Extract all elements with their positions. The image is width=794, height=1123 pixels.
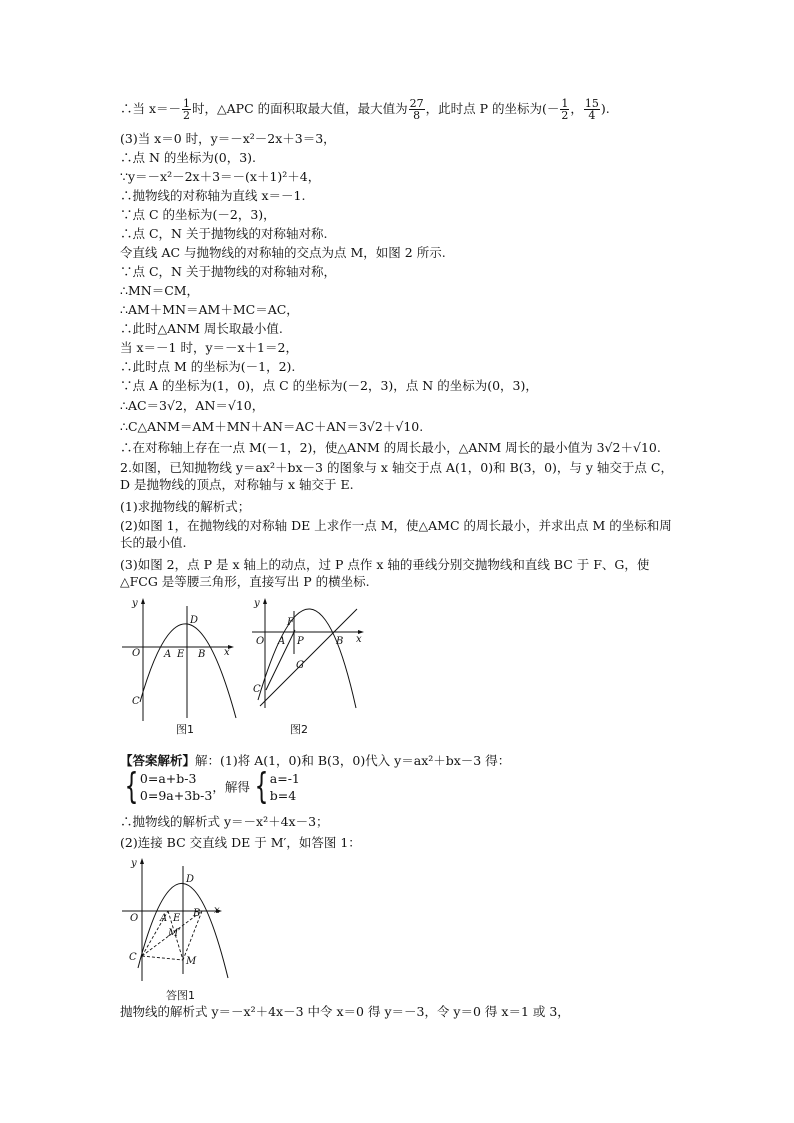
question-2: (2)如图 1，在抛物线的对称轴 DE 上求作一点 M，使△AMC 的周长最小，并求出点 M 的坐标和周长的最小值. (120, 518, 672, 550)
label-y: y (131, 858, 137, 869)
label-D: D (186, 874, 195, 885)
answer-line-4: 抛物线的解析式 y＝－x²＋4x－3 中令 x＝0 得 y＝－3，令 y＝0 得 x＝1 或 3， (120, 1004, 570, 1019)
question-1: (1)求抛物线的解析式； (120, 499, 251, 514)
label-E: E (173, 913, 181, 924)
label-O: O (130, 913, 139, 924)
text-line-9: ∵点 C，N 关于抛物线的对称轴对称， (120, 264, 336, 279)
label-F: F (287, 617, 294, 628)
text-line-2: (3)当 x＝0 时，y＝－x²－2x＋3＝3， (120, 131, 336, 146)
text-line-7: ∴点 C，N 关于抛物线的对称轴对称. (120, 226, 328, 241)
label-C: C (129, 952, 137, 963)
fraction: $\frac{27}{8}$ (409, 97, 424, 122)
question-3: (3)如图 2，点 P 是 x 轴上的动点，过 P 点作 x 轴的垂线分别交抛物线和直线 BC 于 F、G，使△FCG 是等腰三角形，直接写出 P 的横坐标. (120, 557, 650, 589)
equation-system: { 0=a+b-3 0=9a+3b-3，解得 { a=-1 b=4 (124, 766, 300, 807)
text-line-14: ∴此时点 M 的坐标为(－1，2). (120, 359, 296, 374)
figure-1-caption: 图1 (176, 723, 194, 736)
label-A: A (160, 913, 168, 924)
figure-2-caption: 图2 (290, 723, 308, 736)
label-x: x (214, 905, 220, 916)
label-P: P (297, 636, 304, 647)
label-y: y (132, 598, 138, 609)
fraction: $\frac{1}{2}$ (183, 97, 191, 122)
label-A: A (164, 649, 172, 660)
label-y: y (254, 598, 260, 609)
text-line-4: ∵y＝－x²－2x＋3＝－(x＋1)²＋4， (120, 169, 321, 184)
parabola (140, 624, 236, 718)
answer-line-2: ∴抛物线的解析式 y＝－x²＋4x－3； (120, 814, 329, 829)
label-D: D (190, 615, 199, 626)
answer-heading: 【答案解析】 (120, 753, 196, 768)
figure-1 (120, 596, 240, 736)
label-C: C (253, 684, 261, 695)
answer-line-1: 【答案解析】解：(1)将 A(1，0)和 B(3，0)代入 y＝ax²＋bx－3 得： (120, 753, 511, 768)
problem-2-stem: 2.如图，已知抛物线 y＝ax²＋bx－3 的图象与 x 轴交于点 A(1，0)和 B(3，0)，与 y 轴交于点 C，D 是抛物线的顶点，对称轴与 x 轴交于 E. (120, 460, 673, 492)
text-line-8: 令直线 AC 与抛物线的对称轴的交点为点 M，如图 2 所示. (120, 245, 446, 260)
text-line-1: ∴当 x＝－ $\frac{1}{2}$ 时，△APC 的面积取最大值，最大值为 $\frac{27}{8}$ ，此时点 P 的坐标为(－ $\frac{1}{2}$ ， $\frac{15}{4}$ ). (120, 97, 610, 122)
label-O: O (256, 636, 265, 647)
text-line-17: ∴C△ANM＝AM＋MN＋AN＝AC＋AN＝3√2＋√10. (120, 419, 424, 434)
segment-CM (142, 956, 183, 960)
text-line-5: ∴抛物线的对称轴为直线 x＝－1. (120, 188, 306, 203)
text-line-16: ∴AC＝3√2，AN＝√10， (120, 398, 265, 413)
label-C: C (132, 696, 140, 707)
label-A: A (278, 636, 286, 647)
text-line-3: ∴点 N 的坐标为(0，3). (120, 150, 257, 165)
label-E: E (177, 649, 185, 660)
text-line-6: ∵点 C 的坐标为(－2，3)， (120, 207, 276, 222)
text-line-13: 当 x＝－1 时，y＝－x＋1＝2， (120, 340, 298, 355)
figure-2 (250, 596, 370, 736)
label-B: B (198, 649, 206, 660)
label-B: B (336, 636, 344, 647)
text-line-15: ∵点 A 的坐标为(1，0)，点 C 的坐标为(－2，3)，点 N 的坐标为(0，3)， (120, 378, 538, 393)
fraction: $\frac{15}{4}$ (584, 97, 599, 122)
label-M-prime: M′ (168, 928, 181, 939)
label-G: G (296, 660, 304, 671)
answer-line-3: (2)连接 BC 交直线 DE 于 M′，如答图 1： (120, 835, 361, 850)
label-x: x (224, 647, 230, 658)
text-line-18: ∴在对称轴上存在一点 M(－1，2)，使△ANM 的周长最小，△ANM 周长的最小值为 3√2＋√10. (120, 440, 661, 455)
text-line-10: ∴MN＝CM， (120, 283, 200, 298)
label-O: O (132, 648, 141, 659)
fraction: $\frac{1}{2}$ (561, 97, 569, 122)
label-x: x (356, 634, 362, 645)
text-line-12: ∴此时△ANM 周长取最小值. (120, 321, 283, 336)
text-line-11: ∴AM＋MN＝AM＋MC＝AC， (120, 302, 299, 317)
answer-figure-1-caption: 答图1 (166, 989, 195, 1002)
label-M: M (186, 956, 197, 967)
label-B: B (193, 908, 201, 919)
answer-figure-1 (120, 856, 240, 1006)
